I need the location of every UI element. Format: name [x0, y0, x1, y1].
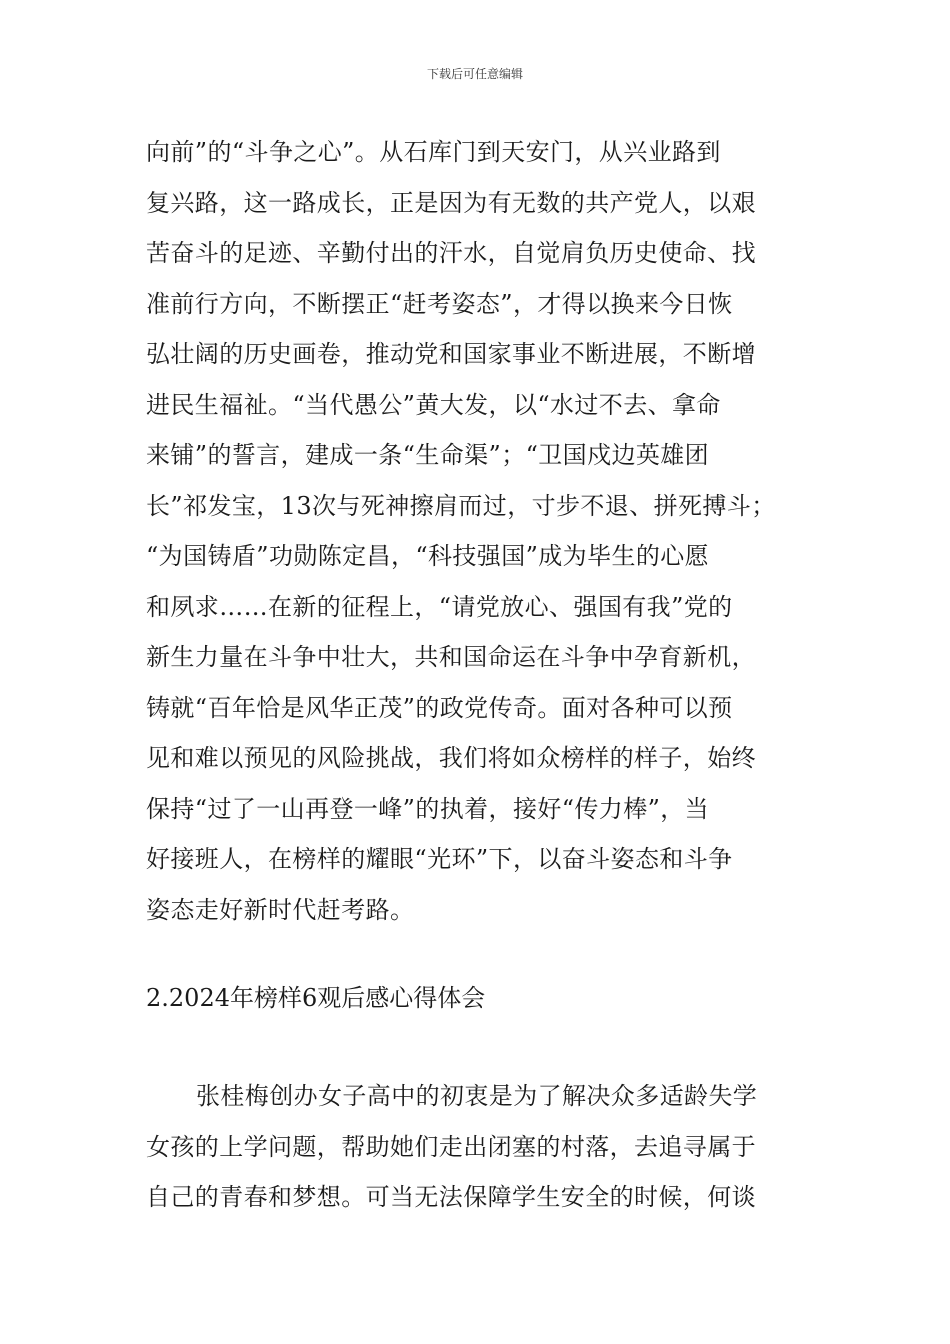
paragraph-line: 铸就“百年恰是风华正茂”的政党传奇。面对各种可以预 — [146, 693, 733, 722]
paragraph-line: 准前行方向，不断摆正“赶考姿态”，才得以换来今日恢 — [146, 289, 733, 318]
paragraph-line: 弘壮阔的历史画卷，推动党和国家事业不断进展，不断增 — [146, 340, 756, 368]
paragraph-line: 苦奋斗的足迹、辛勤付出的汗水，自觉肩负历史使命、找 — [146, 239, 756, 267]
paragraph-line: 保持“过了一山再登一峰”的执着，接好“传力棒”，当 — [146, 794, 710, 823]
paragraph-line: 复兴路，这一路成长，正是因为有无数的共产党人，以艰 — [146, 188, 756, 217]
paragraph-line: 新生力量在斗争中壮大，共和国命运在斗争中孕育新机， — [146, 643, 756, 671]
paragraph-line: 来铺”的誓言，建成一条“生命渠”；“卫国戍边英雄团 — [146, 441, 710, 469]
paragraph-line: 见和难以预见的风险挑战，我们将如众榜样的样子，始终 — [146, 744, 756, 772]
body-paragraph-2 — [146, 1071, 806, 1223]
paragraph-line: 好接班人，在榜样的耀眼“光环”下，以奋斗姿态和斗争 — [146, 845, 733, 873]
paragraph-line: 姿态走好新时代赶考路。 — [146, 895, 415, 924]
paragraph-line: 向前”的“斗争之心”。从石库门到天安门，从兴业路到 — [146, 138, 721, 166]
paragraph-line: 和夙求……在新的征程上，“请党放心、强国有我”党的 — [146, 592, 733, 621]
paragraph-line: 进民生福祉。“当代愚公”黄大发，以“水过不去、拿命 — [146, 390, 721, 419]
paragraph-line: 女孩的上学问题，帮助她们走出闭塞的村落，去追寻属于 — [146, 1132, 756, 1161]
paragraph-line: 张桂梅创办女子高中的初衷是为了解决众多适龄失学 — [196, 1082, 758, 1110]
body-paragraph-1 — [146, 127, 806, 935]
paragraph-line: 自己的青春和梦想。可当无法保障学生安全的时候，何谈 — [146, 1183, 756, 1211]
page-header: 下载后可任意编辑 — [426, 67, 523, 81]
paragraph-line: “为国铸盾”功勋陈定昌，“科技强国”成为毕生的心愿 — [146, 542, 710, 570]
section-heading: 2.2024年榜样6观后感心得体会 — [146, 984, 486, 1012]
paragraph-line: 长”祁发宝，13次与死神擦肩而过，寸步不退、拼死搏斗； — [146, 491, 776, 520]
